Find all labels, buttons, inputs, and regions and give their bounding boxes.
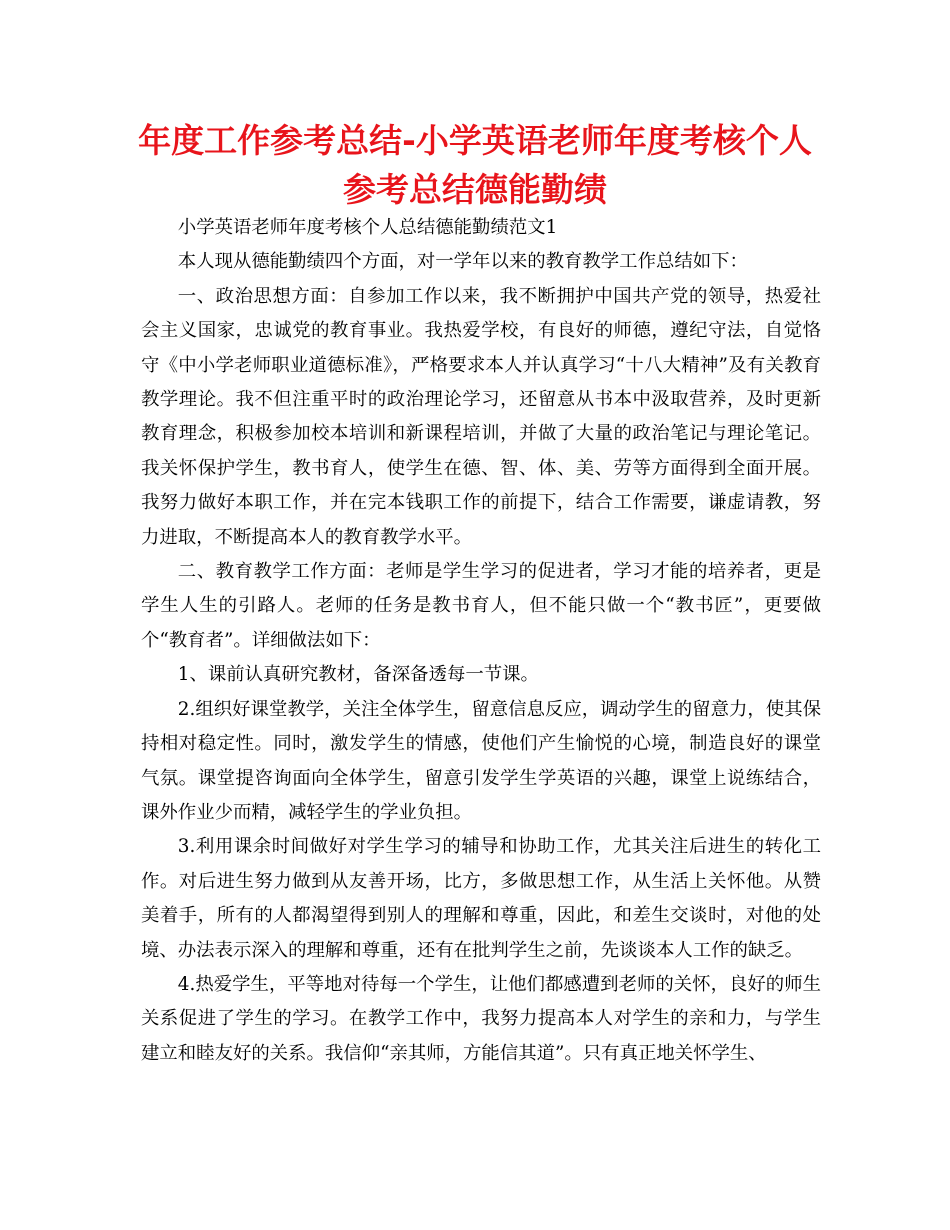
- subtitle-paragraph: 小学英语老师年度考核个人总结德能勤绩范文1: [177, 217, 558, 238]
- document-body: [141, 211, 821, 1071]
- list-item-1: 1、课前认真研究教材，备深备透每一节课。: [177, 664, 539, 686]
- intro-paragraph: 本人现从德能勤绩四个方面，对一学年以来的教育教学工作总结如下：: [177, 251, 748, 273]
- list-item-3: 3.利用课余时间做好对学生学习的辅导和协助工作，尤其关注后进生的转化工作。对后进生努力做到从友善开场，比方，多做思想工作，从生活上关怀他。从赞美着手，所有的人都渴望得到别人的理解和尊重，因此，和差生交谈时，对他的处境、办法表示深入的理解和尊重，还有在批判学生之前，先谈谈本人工作的缺乏。: [141, 836, 821, 961]
- list-item-4: 4.热爱学生，平等地对待每一个学生，让他们都感遭到老师的关怀，良好的师生关系促进了学生的学习。在教学工作中，我努力提高本人对学生的亲和力，与学生建立和睦友好的关系。我信仰“亲其师，方能信其道”。只有真正地关怀学生、: [141, 973, 821, 1064]
- list-item-2: 2.组织好课堂教学，关注全体学生，留意信息反应，调动学生的留意力，使其保持相对稳定性。同时，激发学生的情感，使他们产生愉悦的心境，制造良好的课堂气氛。课堂提咨询面向全体学生，留意引发学生学英语的兴趣，课堂上说练结合，课外作业少而精，减轻学生的学业负担。: [141, 698, 821, 823]
- teaching-section-paragraph: 二、教育教学工作方面：老师是学生学习的促进者，学习才能的培养者，更是学生人生的引路人。老师的任务是教书育人，但不能只做一个“教书匠”，更要做个“教育者”。详细做法如下：: [141, 561, 821, 651]
- political-section-paragraph: 一、政治思想方面：自参加工作以来，我不断拥护中国共产党的领导，热爱社会主义国家，忠诚党的教育事业。我热爱学校，有良好的师德，遵纪守法，自觉恪守《中小学老师职业道德标准》，严格要求本人并认真学习“十八大精神”及有关教育教学理论。我不但注重平时的政治理论学习，还留意从书本中汲取营养，及时更新教育理念，积极参加校本培训和新课程培训，并做了大量的政治笔记与理论笔记。我关怀保护学生，教书育人，使学生在德、智、体、美、劳等方面得到全面开展。我努力做好本职工作，并在完本钱职工作的前提下，结合工作需要，谦虚请教，努力进取，不断提高本人的教育教学水平。: [141, 285, 821, 548]
- document-title: 年度工作参考总结-小学英语老师年度考核个人参考总结德能勤绩: [138, 121, 812, 209]
